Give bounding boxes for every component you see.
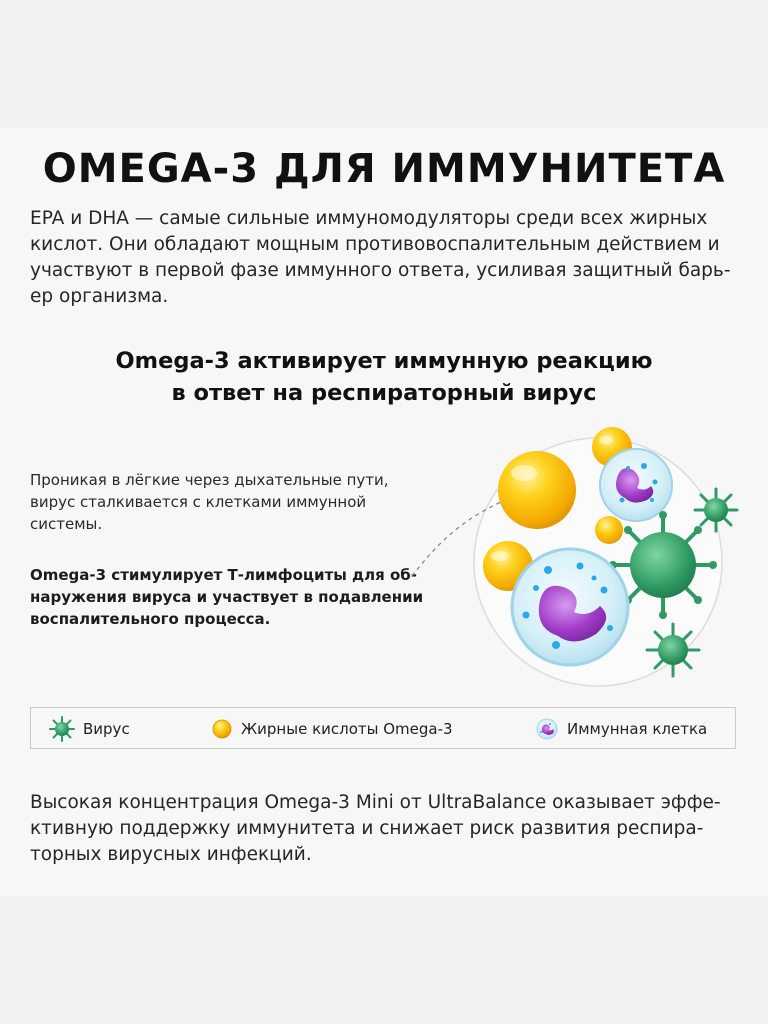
virus-small-right — [695, 489, 737, 531]
immune-cell-icon — [535, 717, 559, 741]
virus-icon — [49, 716, 75, 742]
immune-response-illustration — [400, 420, 768, 700]
omega3-action-note: Omega-3 стимулирует Т-лимфоциты для об-наружения вируса и участвует в подавлении воспалительного процесса. — [30, 566, 424, 628]
legend-item-virus — [49, 708, 130, 750]
omega3-droplet-large — [498, 451, 576, 529]
omega3-droplet-small — [595, 516, 623, 544]
section-subtitle — [0, 345, 768, 409]
immune-cell-small — [600, 449, 672, 521]
omega3-droplet-icon — [211, 718, 233, 740]
outro-paragraph: Высокая концентрация Omega-3 Mini от UltraBalance оказывает эффе-ктивную поддержку иммунитета и снижает риск развития респира-торных вирусных инфекций. — [30, 792, 721, 865]
virus-entry-note: Проникая в лёгкие через дыхательные пути, вирус сталкивается с клетками иммунной системы. — [30, 471, 389, 533]
legend-item-omega3 — [211, 708, 453, 750]
legend-label-immune-cell: Иммунная клетка — [567, 720, 708, 738]
legend-label-virus: Вирус — [83, 720, 130, 738]
legend-label-omega3: Жирные кислоты Omega-3 — [241, 720, 453, 738]
legend-item-immune-cell — [535, 708, 707, 750]
virus-small-bottom — [647, 624, 699, 676]
legend — [30, 707, 736, 749]
intro-paragraph: EPA и DHA — самые сильные иммуномодуляторы среди всех жирных кислот. Они обладают мощным противовоспалительным действием и участвуют в первой фазе иммунного ответа, усиливая защитный барь-ер организма. — [30, 208, 731, 307]
subtitle-line-1: Omega-3 активирует иммунную реакцию — [115, 348, 653, 374]
page-title: OMEGA-3 ДЛЯ ИММУНИТЕТА — [42, 146, 726, 192]
immune-cell-large — [512, 549, 628, 665]
subtitle-line-2: в ответ на респираторный вирус — [171, 380, 597, 406]
